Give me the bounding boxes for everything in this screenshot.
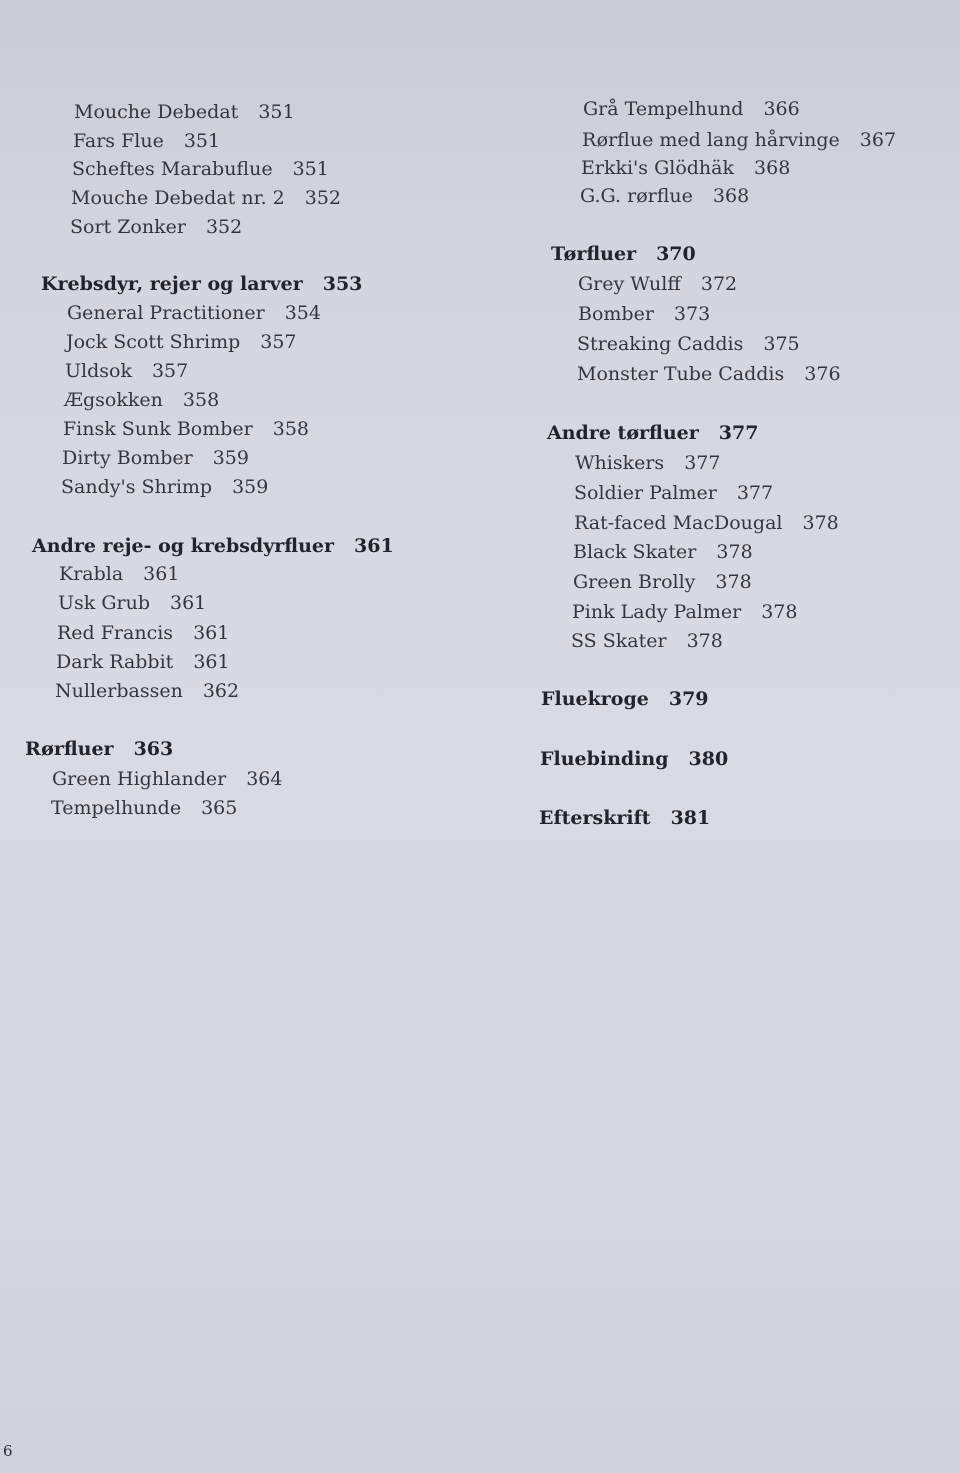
toc-entry-page-number: 372 [700,273,738,295]
toc-entry-title: Krebsdyr, rejer og larver [41,273,303,295]
toc-entry-page-number: 380 [688,748,729,770]
toc-entry-title: Dark Rabbit [56,651,174,673]
toc-entry-page-number: 352 [304,187,342,209]
toc-entry-page-number: 354 [284,302,321,324]
toc-section-heading [547,421,758,445]
toc-entry-title: Pink Lady Palmer [572,601,742,623]
toc-entry-page-number: 361 [193,622,230,644]
toc-entry-page-number: 367 [859,129,897,151]
toc-entry-title: Andre reje- og krebsdyrfluer [32,535,334,557]
page-number: 6 [3,1442,13,1460]
toc-entry-page-number: 361 [143,563,180,585]
toc-entry-title: Green Brolly [573,571,696,593]
toc-entry-page-number: 378 [686,630,723,652]
toc-entry-title: Monster Tube Caddis [577,363,785,385]
toc-entry-page-number: 370 [656,243,696,265]
toc-entry-title: Rørflue med lang hårvinge [582,129,840,151]
toc-entry-page-number: 361 [193,651,230,673]
toc-entry [580,184,749,208]
toc-entry-title: Mouche Debedat nr. 2 [71,187,285,209]
toc-entry-title: Green Highlander [52,768,227,790]
toc-entry-title: Sandy's Shrimp [61,476,213,498]
toc-entry-page-number: 359 [232,476,269,498]
toc-entry-page-number: 368 [712,185,750,207]
toc-entry [578,302,710,326]
toc-entry-page-number: 378 [715,571,752,593]
toc-entry-page-number: 378 [716,541,753,563]
toc-entry-page-number: 352 [205,216,243,238]
toc-entry-title: General Practitioner [67,302,265,324]
toc-entry-title: Soldier Palmer [574,482,717,504]
toc-entry-page-number: 362 [202,680,240,702]
toc-entry-page-number: 377 [684,452,721,474]
toc-entry-title: Uldsok [65,360,132,382]
toc-entry-page-number: 381 [670,807,711,829]
toc-entry [574,511,839,535]
toc-entry-title: G.G. rørflue [580,185,693,207]
toc-entry-title: Rat-faced MacDougal [574,512,783,534]
toc-entry-page-number: 379 [668,688,709,710]
toc-entry-page-number: 353 [322,273,363,295]
toc-entry-title: Grey Wulff [578,273,681,295]
toc-entry-title: Dirty Bomber [62,447,193,469]
toc-entry [577,362,841,386]
toc-entry [571,629,723,653]
toc-entry-title: Rørfluer [25,738,114,760]
toc-entry-title: Whiskers [575,452,665,474]
toc-section-heading [551,242,696,266]
toc-entry-page-number: 351 [183,130,221,152]
toc-entry [578,272,737,296]
toc-entry-title: Fars Flue [73,130,164,152]
toc-entry-title: Jock Scott Shrimp [66,331,241,353]
toc-entry-page-number: 378 [802,512,839,534]
toc-entry [573,570,752,594]
toc-entry-title: Black Skater [573,541,697,563]
toc-entry-page-number: 363 [133,738,174,760]
toc-entry-page-number: 351 [258,101,295,123]
toc-entry-page-number: 373 [673,303,711,325]
toc-entry-title: Grå Tempelhund [583,98,744,120]
toc-entry-page-number: 376 [804,363,841,385]
toc-section-heading [540,747,728,771]
toc-entry-title: Sort Zonker [70,216,186,238]
toc-entry-page-number: 368 [754,157,791,179]
toc-entry-page-number: 361 [169,592,207,614]
toc-entry-title: SS Skater [571,630,667,652]
toc-entry-title: Tempelhunde [51,797,182,819]
toc-entry [581,156,790,180]
toc-entry-title: Nullerbassen [55,680,183,702]
toc-entry-title: Usk Grub [58,592,150,614]
toc-section-heading [541,687,709,711]
toc-entry [574,481,773,505]
toc-entry-page-number: 377 [736,482,774,504]
toc-entry [572,600,797,624]
toc-entry-title: Streaking Caddis [577,333,744,355]
toc-entry-page-number: 377 [718,422,759,444]
toc-entry-page-number: 364 [246,768,283,790]
toc-entry-title: Andre tørfluer [547,422,699,444]
toc-entry-title: Mouche Debedat [74,101,239,123]
toc-entry [583,97,800,121]
toc-entry-page-number: 357 [260,331,297,353]
toc-entry-page-number: 378 [761,601,798,623]
toc-entry-title: Tørfluer [551,243,637,265]
toc-entry-title: Bomber [578,303,654,325]
toc-entry-page-number: 361 [354,535,394,557]
toc-entry [573,540,753,564]
toc-entry-title: Red Francis [57,622,174,644]
toc-entry [577,332,800,356]
toc-entry-page-number: 358 [272,418,310,440]
toc-entry-title: Efterskrift [539,807,651,829]
toc-entry-title: Erkki's Glödhäk [581,157,735,179]
toc-entry-page-number: 351 [292,158,329,180]
toc-section-heading [539,806,710,830]
toc-entry-title: Ægsokken [64,389,163,411]
toc-entry-page-number: 366 [763,98,800,120]
toc-entry-page-number: 365 [201,797,238,819]
toc-entry [575,451,720,475]
toc-entry-title: Fluekroge [541,688,649,710]
toc-entry-title: Scheftes Marabuflue [72,158,273,180]
toc-entry-page-number: 359 [212,447,249,469]
toc-entry-title: Krabla [59,563,124,585]
toc-entry-page-number: 357 [151,360,189,382]
toc-entry-page-number: 358 [182,389,220,411]
toc-entry [582,128,896,152]
toc-entry-page-number: 375 [763,333,800,355]
toc-entry-title: Finsk Sunk Bomber [63,418,253,440]
toc-entry-title: Fluebinding [540,748,669,770]
